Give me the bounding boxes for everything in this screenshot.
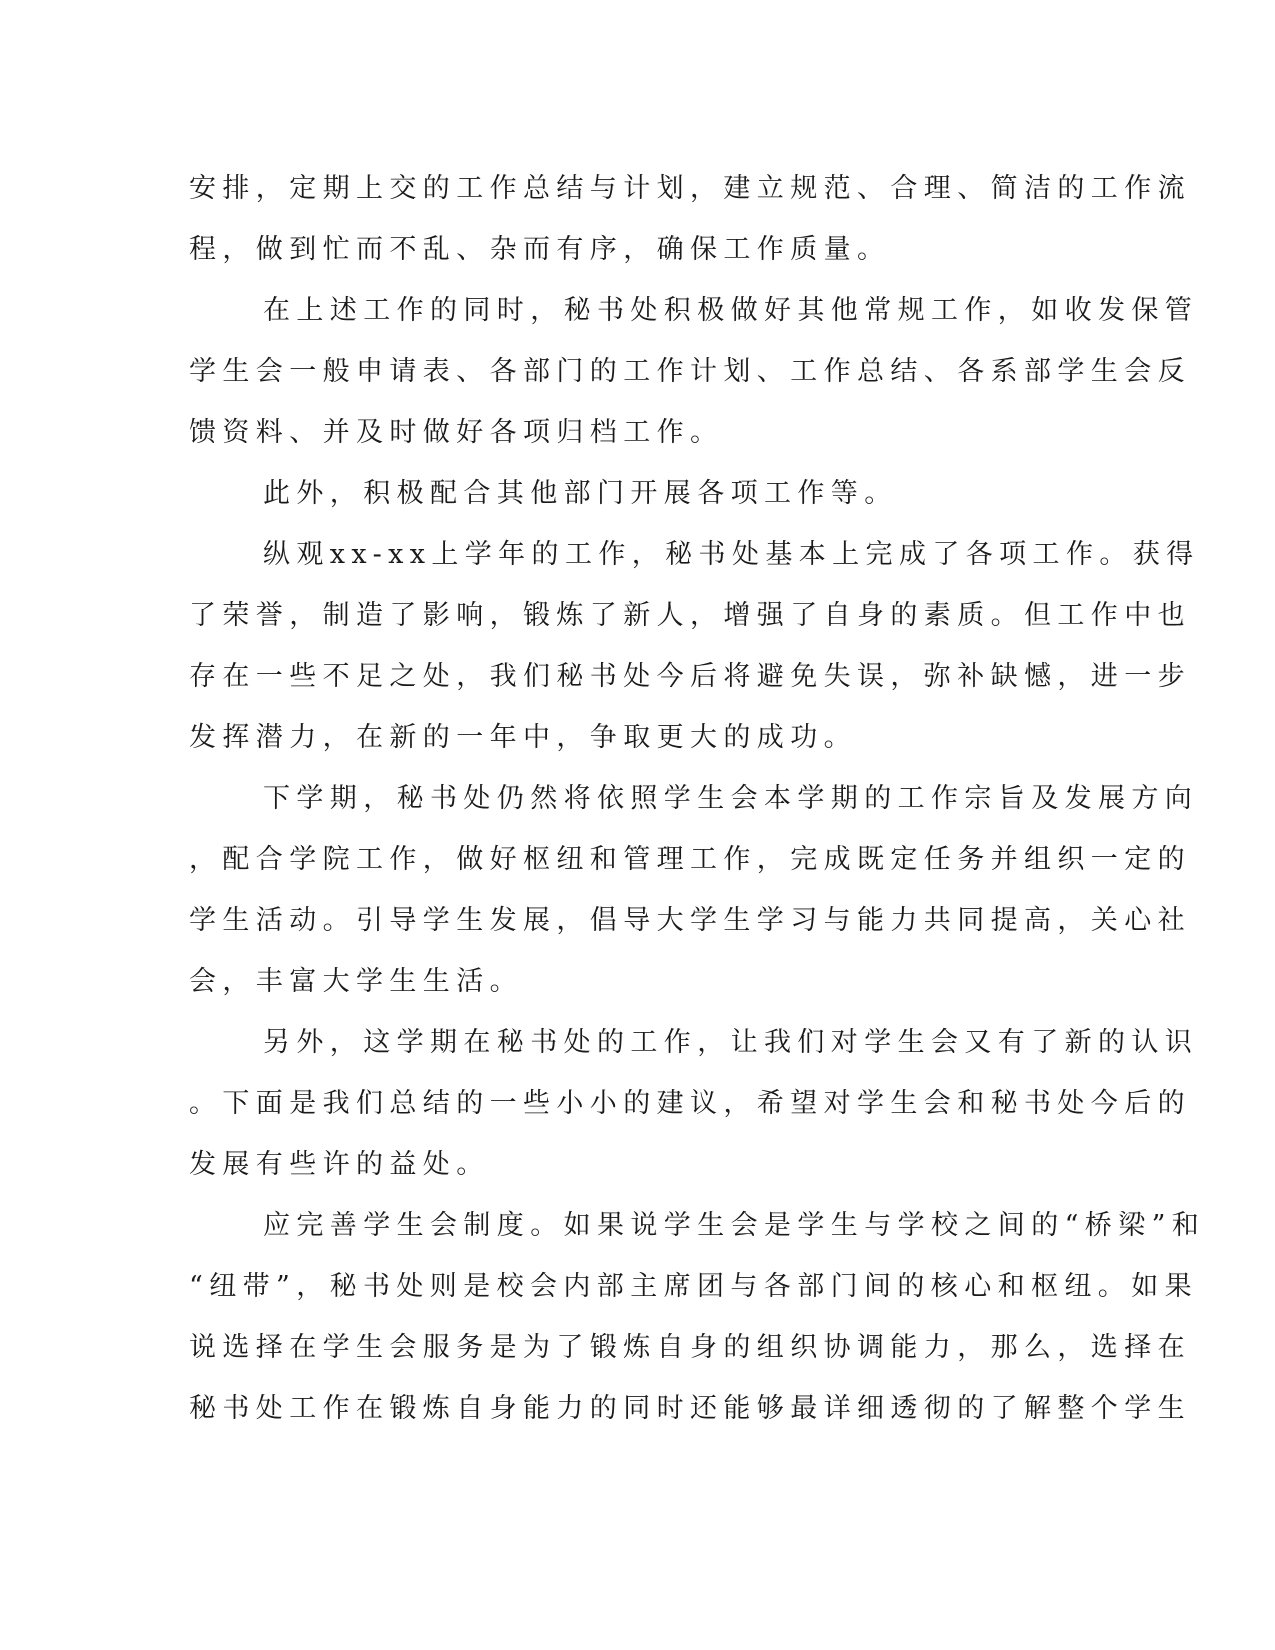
text-line: 另外，这学期在秘书处的工作，让我们对学生会又有了新的认识 — [263, 1027, 1199, 1058]
text-line: 学生活动。引导学生发展，倡导大学生学习与能力共同提高，关心社 — [189, 905, 1191, 936]
text-line: 了荣誉，制造了影响，锻炼了新人，增强了自身的素质。但工作中也 — [189, 600, 1191, 631]
text-line: 在上述工作的同时，秘书处积极做好其他常规工作，如收发保管 — [263, 295, 1199, 326]
text-line: 应完善学生会制度。如果说学生会是学生与学校之间的“桥梁”和 — [263, 1210, 1206, 1241]
document-body — [189, 158, 1206, 1439]
text-line: 。下面是我们总结的一些小小的建议，希望对学生会和秘书处今后的 — [189, 1088, 1191, 1119]
text-line: “纽带”，秘书处则是校会内部主席团与各部门间的核心和枢纽。如果 — [189, 1271, 1199, 1302]
text-line: 学生会一般申请表、各部门的工作计划、工作总结、各系部学生会反 — [189, 356, 1191, 387]
text-line: 说选择在学生会服务是为了锻炼自身的组织协调能力，那么，选择在 — [189, 1332, 1191, 1363]
text-line: 程，做到忙而不乱、杂而有序，确保工作质量。 — [189, 234, 891, 265]
text-line: 存在一些不足之处，我们秘书处今后将避免失误，弥补缺憾，进一步 — [189, 661, 1191, 692]
text-line: 会，丰富大学生生活。 — [189, 966, 523, 997]
text-line: ，配合学院工作，做好枢纽和管理工作，完成既定任务并组织一定的 — [189, 844, 1191, 875]
text-line: 下学期，秘书处仍然将依照学生会本学期的工作宗旨及发展方向 — [263, 783, 1199, 814]
text-line: 安排，定期上交的工作总结与计划，建立规范、合理、简洁的工作流 — [189, 173, 1191, 204]
text-line: 发展有些许的益处。 — [189, 1149, 490, 1180]
text-line: 馈资料、并及时做好各项归档工作。 — [189, 417, 724, 448]
text-line: 此外，积极配合其他部门开展各项工作等。 — [263, 478, 898, 509]
text-line: 纵观xx-xx上学年的工作，秘书处基本上完成了各项工作。获得 — [263, 539, 1200, 570]
text-line: 秘书处工作在锻炼自身能力的同时还能够最详细透彻的了解整个学生 — [189, 1393, 1191, 1424]
text-line: 发挥潜力，在新的一年中，争取更大的成功。 — [189, 722, 857, 753]
